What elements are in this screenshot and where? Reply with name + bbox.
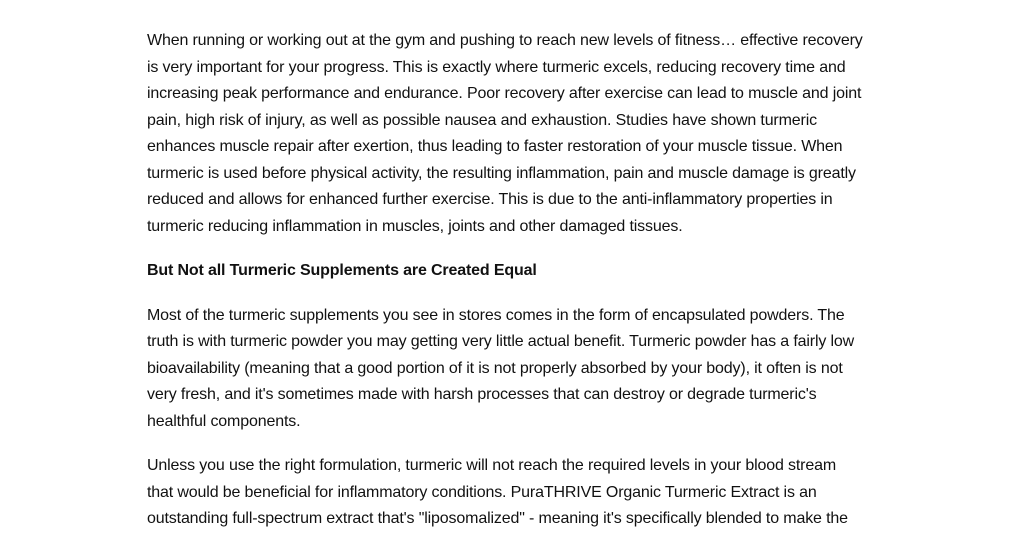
section-heading <box>147 258 957 285</box>
text-line: When running or working out at the gym and pushing to reach new levels of fitness… effective recovery <box>147 32 863 49</box>
text-line: reduced and allows for enhanced further exercise. This is due to the anti-inflammatory properties in <box>147 191 833 208</box>
text-line: bioavailability (meaning that a good portion of it is not properly absorbed by your body), it often is not <box>147 359 843 377</box>
document-body <box>147 28 957 533</box>
heading-text: But Not all Turmeric Supplements are Created Equal <box>147 262 537 279</box>
text-line: Most of the turmeric supplements you see in stores comes in the form of encapsulated powders. The <box>147 306 845 324</box>
text-line: that would be beneficial for inflammatory conditions. PuraTHRIVE Organic Turmeric Extract is an <box>147 483 817 501</box>
text-line: is very important for your progress. This is exactly where turmeric excels, reducing recovery time and <box>147 58 846 76</box>
paragraph-recovery <box>147 28 957 240</box>
text-line: truth is with turmeric powder you may getting very little actual benefit. Turmeric powder has a fairly low <box>147 333 855 350</box>
text-line: very fresh, and it's sometimes made with harsh processes that can destroy or degrade turmeric's <box>147 386 817 403</box>
text-line: pain, high risk of injury, as well as possible nausea and exhaustion. Studies have shown turmeric <box>147 111 817 129</box>
text-line: Unless you use the right formulation, turmeric will not reach the required levels in your blood stream <box>147 457 837 474</box>
text-line: increasing peak performance and endurance. Poor recovery after exercise can lead to muscle and joint <box>147 85 862 102</box>
text-line: enhances muscle repair after exertion, thus leading to faster restoration of your muscle tissue. When <box>147 138 843 155</box>
text-line: turmeric reducing inflammation in muscles, joints and other damaged tissues. <box>147 217 683 235</box>
text-line: healthful components. <box>147 412 301 430</box>
paragraph-supplements <box>147 303 957 436</box>
paragraph-formulation <box>147 453 957 533</box>
text-line: turmeric is used before physical activity, the resulting inflammation, pain and muscle damage is greatly <box>147 164 856 182</box>
text-line: outstanding full-spectrum extract that's "liposomalized" - meaning it's specifically blended to make the <box>147 510 848 527</box>
